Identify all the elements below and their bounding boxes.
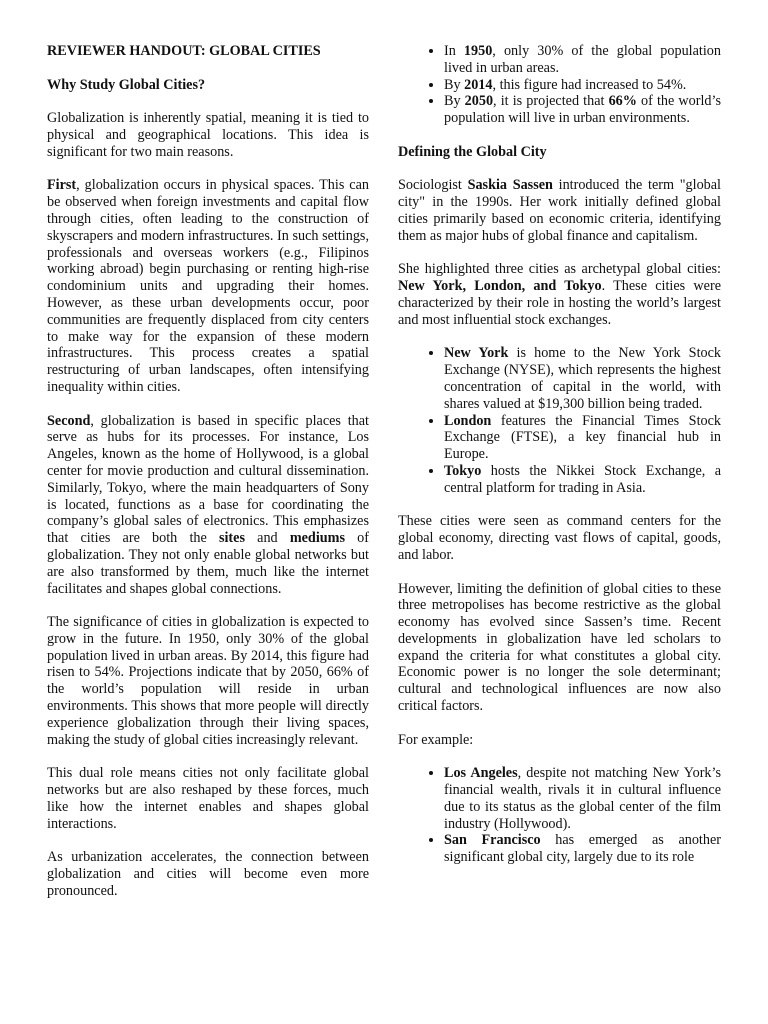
urbanization-paragraph: As urbanization accelerates, the connection between globalization and cities will become even more pronounced. <box>47 849 369 899</box>
sassen-paragraph: Sociologist Saskia Sassen introduced the term "global city" in the 1990s. Her work initially defined global cities primarily based on economic criteria, identifying them as major hubs of global finance and capitalism. <box>398 177 721 244</box>
document-title: REVIEWER HANDOUT: GLOBAL CITIES <box>47 43 321 59</box>
second-text-2: of globalization. They not only enable global networks but are also transformed by them, much like the internet facilitates and shapes global connections. <box>47 530 369 597</box>
second-text-1: , globalization is based in specific places that serve as hubs for its processes. For instance, Los Angeles, known as the home of Hollywood, is a global center for movie production and cultural dissemination. Similarly, Tokyo, where the main headquarters of Sony is located, functions as a base for coordinating the company’s global sales of electronics. This emphasizes that cities are both the <box>47 412 369 547</box>
cities-list <box>398 345 721 496</box>
list-item: • London features the Financial Times Stock Exchange (FTSE), a key financial hub in Europe. <box>444 413 721 463</box>
examples-list <box>398 765 721 866</box>
sites-term: sites <box>218 530 245 547</box>
first-reason-paragraph <box>47 177 369 395</box>
and-text: and <box>244 530 290 547</box>
right-column <box>398 43 721 883</box>
first-text: , globalization occurs in physical spaces. This can be observed when foreign investments and capital flow through cities, often leading to the construction of skyscrapers and modern infrastructures. In such settings, professionals and overseas workers (e.g., Filipinos working abroad) begin purchasing or renting high-rise condominium units and upgrading their homes. However, as these urban developments occur, poor communities are frequently displaced from city centers to make way for the expansion of these modern infrastructures. This process creates a spatial restructuring of urban landscapes, often intensifying inequality within cities. <box>47 177 369 395</box>
archetypal-cities-paragraph: She highlighted three cities as archetypal global cities: New York, London, and Tokyo. These cities were characterized by their role in hosting the world’s largest and most influential stock exchanges. <box>398 261 721 328</box>
intro-paragraph: Globalization is inherently spatial, meaning it is tied to physical and geographical locations. This idea is significant for two main reasons. <box>47 110 369 160</box>
list-item: • San Francisco has emerged as another significant global city, largely due to its role <box>444 832 721 866</box>
section-heading-defining: Defining the Global City <box>398 143 547 160</box>
mediums-term: mediums <box>289 530 345 547</box>
command-centers-paragraph: These cities were seen as command centers for the global economy, directing vast flows of capital, goods, and labor. <box>398 513 721 563</box>
sassen-name: Saskia Sassen <box>467 177 553 194</box>
list-item: • New York is home to the New York Stock Exchange (NYSE), which represents the highest concentration of capital in the world, with shares valued at $19,300 billion being traded. <box>444 345 721 412</box>
second-label: Second <box>47 412 91 429</box>
second-reason-paragraph <box>47 413 369 598</box>
dual-role-paragraph: This dual role means cities not only facilitate global networks but are also reshaped by these forces, much like how the internet enables and shapes global interactions. <box>47 765 369 832</box>
list-item: • Tokyo hosts the Nikkei Stock Exchange, a central platform for trading in Asia. <box>444 463 721 497</box>
significance-paragraph: The significance of cities in globalization is expected to grow in the future. In 1950, only 30% of the global population lived in urban areas. By 2014, this figure had risen to 54%. Projections indicate that by 2050, 66% of the world’s population will reside in urban environments. This shows that more people will directly experience globalization through their living spaces, making the study of global cities increasingly relevant. <box>47 614 369 748</box>
archetypal-cities: New York, London, and Tokyo <box>398 278 602 295</box>
for-example-paragraph: For example: <box>398 731 474 748</box>
list-item: • Los Angeles, despite not matching New York’s financial wealth, rivals it in cultural influence due to its status as the global center of the film industry (Hollywood). <box>444 765 721 832</box>
list-item: • In 1950, only 30% of the global population lived in urban areas. <box>444 43 721 77</box>
section-heading-why-study: Why Study Global Cities? <box>47 76 206 93</box>
stats-list <box>398 43 721 127</box>
list-item: • By 2014, this figure had increased to 54%. <box>444 77 721 94</box>
list-item: • By 2050, it is projected that 66% of the world’s population will live in urban environments. <box>444 93 721 127</box>
left-column <box>47 43 369 916</box>
however-paragraph: However, limiting the definition of global cities to these three metropolises has become restrictive as the global economy has evolved since Sassen’s time. Recent developments in globalization have led scholars to expand the criteria for what constitutes a global city. Economic power is no longer the sole determinant; cultural and technological influences are now also critical factors. <box>398 580 721 715</box>
first-label: First <box>47 177 77 194</box>
